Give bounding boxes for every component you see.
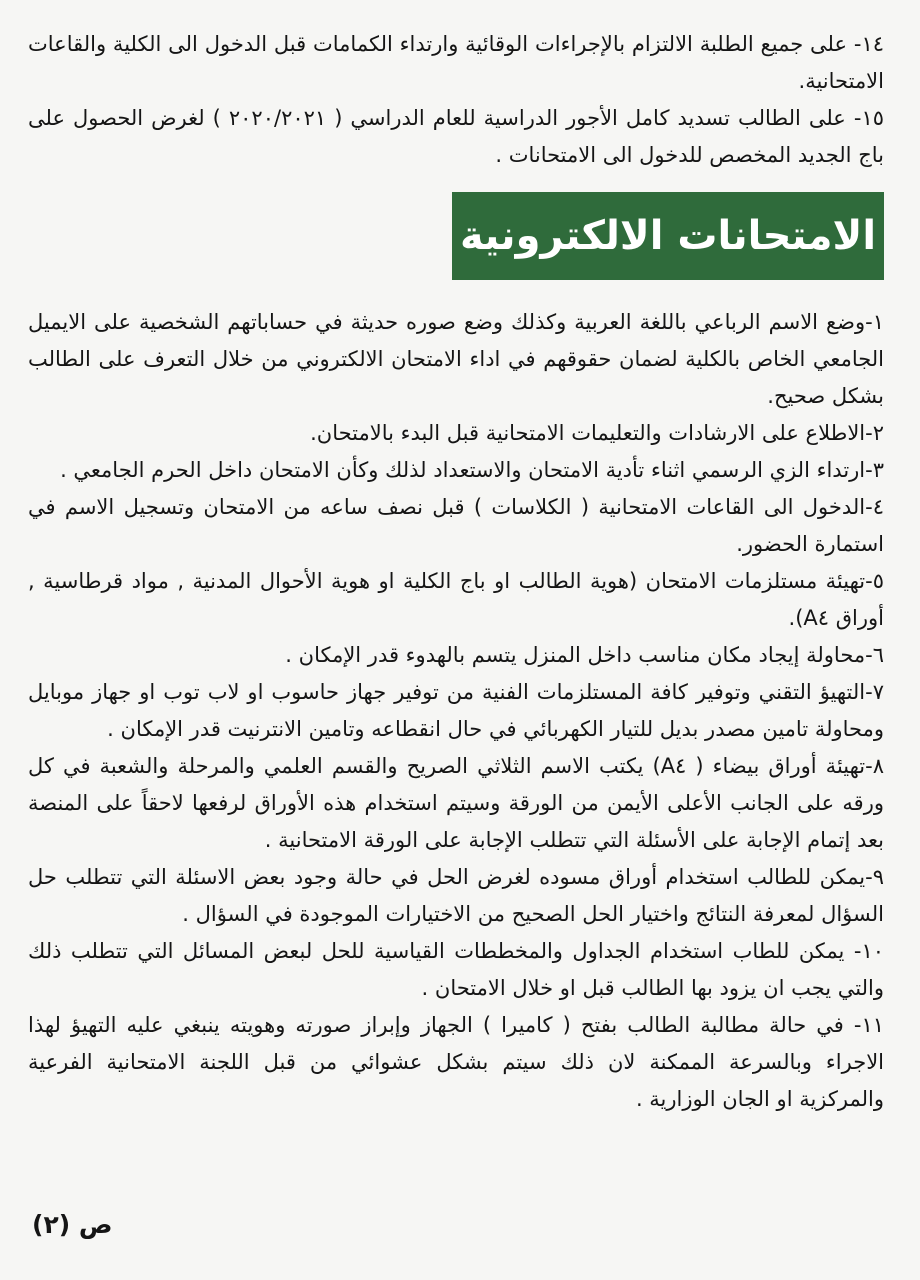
continued-instructions: [28, 26, 884, 174]
page-number: ص (٢): [32, 1210, 113, 1239]
list-item: ٨-تهيئة أوراق بيضاء ( A٤) يكتب الاسم الثلاثي الصريح والقسم العلمي والمرحلة والشعبة في كل ورقه على الجانب الأعلى الأيمن من الورقة وسيتم استخدام هذه الأوراق لرفعها لاحقاً على المنصة بعد إتمام الإجابة على الأسئلة التي تتطلب الإجابة على الورقة الامتحانية .: [28, 754, 884, 852]
list-item: ٤-الدخول الى القاعات الامتحانية ( الكلاسات ) قبل نصف ساعه من الامتحان وتسجيل الاسم في استمارة الحضور.: [28, 495, 884, 556]
section-header: [28, 192, 884, 280]
list-item: ٧-التهيؤ التقني وتوفير كافة المستلزمات الفنية من توفير جهاز حاسوب او لاب توب او جهاز موبايل ومحاولة تامين مصدر بديل للتيار الكهربائي في حال انقطاعه وتامين الانترنيت قدر الإمكان .: [28, 680, 884, 741]
instruction-14: ١٤- على جميع الطلبة الالتزام بالإجراءات الوقائية وارتداء الكمامات قبل الدخول الى الكلية والقاعات الامتحانية.: [28, 32, 884, 93]
list-item: ٣-ارتداء الزي الرسمي اثناء تأدية الامتحان والاستعداد لذلك وكأن الامتحان داخل الحرم الجامعي .: [60, 458, 884, 482]
list-item: ٥-تهيئة مستلزمات الامتحان (هوية الطالب او باج الكلية او هوية الأحوال المدنية , مواد قرطاسية , أوراق A٤).: [28, 569, 884, 630]
list-item: ٢-الاطلاع على الارشادات والتعليمات الامتحانية قبل البدء بالامتحان.: [310, 421, 884, 445]
electronic-exam-instructions: [28, 304, 884, 1118]
section-title-banner: الامتحانات الالكترونية: [452, 192, 884, 280]
list-item: ٩-يمكن للطالب استخدام أوراق مسوده لغرض الحل في حالة وجود بعض الاسئلة التي تتطلب حل السؤال لمعرفة النتائج واختيار الحل الصحيح من الاختيارات الموجودة في السؤال .: [28, 865, 884, 926]
instruction-15: ١٥- على الطالب تسديد كامل الأجور الدراسية للعام الدراسي ( ٢٠٢٠/٢٠٢١ ) لغرض الحصول على باج الجديد المخصص للدخول الى الامتحانات .: [28, 106, 884, 167]
list-item: ١٠- يمكن للطاب استخدام الجداول والمخططات القياسية للحل لبعض المسائل التي تتطلب ذلك والتي يجب ان يزود بها الطالب قبل او خلال الامتحان .: [28, 939, 884, 1000]
list-item: ١-وضع الاسم الرباعي باللغة العربية وكذلك وضع صوره حديثة في حساباتهم الشخصية على الايميل الجامعي الخاص بالكلية لضمان حقوقهم في اداء الامتحان الالكتروني من خلال التعرف على الطالب بشكل صحيح.: [28, 310, 884, 408]
list-item: ١١- في حالة مطالبة الطالب بفتح ( كاميرا ) الجهاز وإبراز صورته وهويته ينبغي عليه التهيؤ لهذا الاجراء وبالسرعة الممكنة لان ذلك سيتم بشكل عشوائي من قبل اللجنة الامتحانية الفرعية والمركزية او الجان الوزارية .: [28, 1013, 884, 1111]
list-item: ٦-محاولة إيجاد مكان مناسب داخل المنزل يتسم بالهدوء قدر الإمكان .: [285, 643, 884, 667]
